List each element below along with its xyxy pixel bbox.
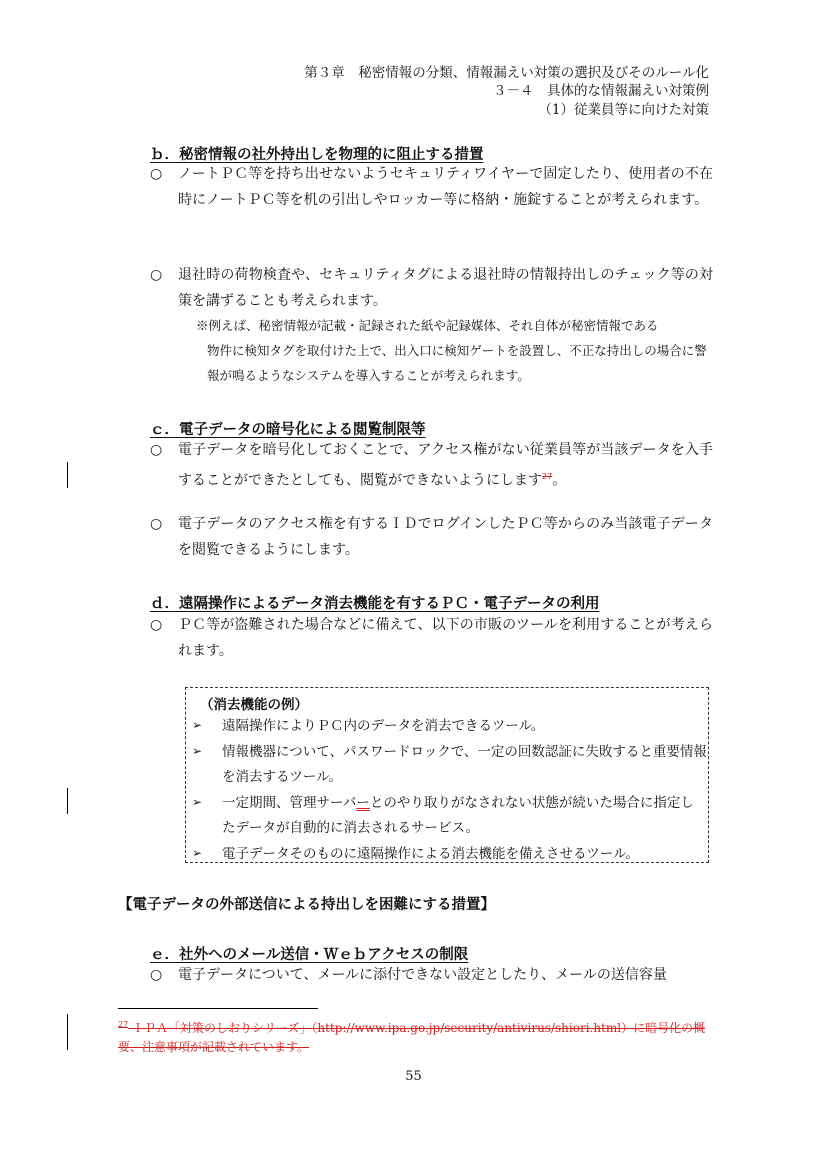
paragraph-c1 [178, 438, 713, 494]
bullet: ○ [150, 166, 163, 182]
box-title: （消去機能の例） [200, 697, 308, 713]
footnote-rule [118, 1008, 318, 1009]
note-b-first: ※例えば、秘密情報が記載・記録された紙や記録媒体、それ自体が秘密情報である [196, 318, 659, 333]
heading-e: ｅ．社外へのメール送信・Ｗｅｂアクセスの制限 [150, 947, 469, 963]
footnote [118, 1015, 708, 1057]
heading-c: ｃ．電子データの暗号化による閲覧制限等 [150, 422, 426, 438]
paragraph-c1-text: 電子データを暗号化しておくことで、アクセス権がない従業員等が当該データを入手することができたとしても、閲覧ができないようにします [178, 442, 713, 489]
paragraph-b2: 退社時の荷物検査や、セキュリティタグによる退社時の情報持出しのチェック等の対策を講ずることも考えられます。 [178, 267, 713, 309]
heading-d: ｄ．遠隔操作によるデータ消去機能を有するＰＣ・電子データの利用 [150, 596, 600, 612]
chapter-header: 第３章 秘密情報の分類、情報漏えい対策の選択及びそのルール化 [304, 65, 709, 81]
bullet: ○ [150, 516, 163, 532]
box-item-2: 情報機器について、パスワードロックで、一定の回数認証に失敗すると重要情報を消去するツール。 [222, 744, 707, 785]
heading-b: ｂ．秘密情報の社外持出しを物理的に阻止する措置 [150, 147, 484, 163]
arrow-bullet: ➢ [192, 795, 203, 809]
paragraph-b1: ノートＰＣ等を持ち出せないようセキュリティワイヤーで固定したり、使用者の不在時にノートＰＣ等を机の引出しやロッカー等に格納・施錠することが考えられます。 [178, 166, 713, 208]
arrow-bullet: ➢ [192, 846, 203, 860]
paragraph-c2: 電子データのアクセス権を有するＩＤでログインしたＰＣ等からのみ当該電子データを閲覧できるようにします。 [178, 516, 713, 558]
tracked-change-mark: ー [356, 795, 370, 811]
box-item-3 [222, 791, 707, 841]
note-b [196, 313, 712, 388]
paragraph-d1: ＰＣ等が盗難された場合などに備えて、以下の市販のツールを利用することが考えられます。 [178, 617, 713, 659]
arrow-bullet: ➢ [192, 718, 203, 732]
bullet: ○ [150, 967, 163, 983]
change-bar [67, 1014, 68, 1050]
footnote-number: 27 [118, 1020, 129, 1029]
paragraph-e1: 電子データについて、メールに添付できない設定としたり、メールの送信容量 [178, 967, 667, 983]
change-bar [67, 462, 68, 488]
footnote-text[interactable]: ＩＰＡ「対策のしおりシリーズ」（http://www.ipa.go.jp/security/antivirus/shiori.html）に暗号化の概要、注意事項が記載されています。 [118, 1021, 706, 1054]
page-number: 55 [405, 1069, 422, 1084]
footnote-ref[interactable]: 27 [542, 471, 553, 481]
bullet: ○ [150, 267, 163, 283]
main-heading: 【電子データの外部送信による持出しを困難にする措置】 [118, 897, 495, 913]
box-item-3-a: 一定期間、管理サーバ [222, 795, 357, 811]
box-item-4: 電子データそのものに遠隔操作による消去機能を備えさせるツール。 [222, 846, 639, 862]
note-b-rest: 物件に検知タグを取付けた上で、出入口に検知ゲートを設置し、不正な持出しの場合に警報が鳴るようなシステムを導入することが考えられます。 [207, 343, 707, 383]
arrow-bullet: ➢ [192, 744, 203, 758]
box-item-3-b: とのやり取りがなされない状態が続いた場合に指定したデータが自動的に消去されるサービス。 [222, 795, 694, 836]
box-item-1: 遠隔操作によりＰＣ内のデータを消去できるツール。 [222, 718, 545, 734]
bullet: ○ [150, 617, 163, 633]
change-bar [67, 788, 68, 814]
bullet: ○ [150, 442, 163, 458]
subsection-header: （1）従業員等に向けた対策 [538, 102, 709, 118]
paragraph-c1-end: 。 [552, 472, 567, 489]
section-header: ３－４ 具体的な情報漏えい対策例 [493, 83, 709, 99]
